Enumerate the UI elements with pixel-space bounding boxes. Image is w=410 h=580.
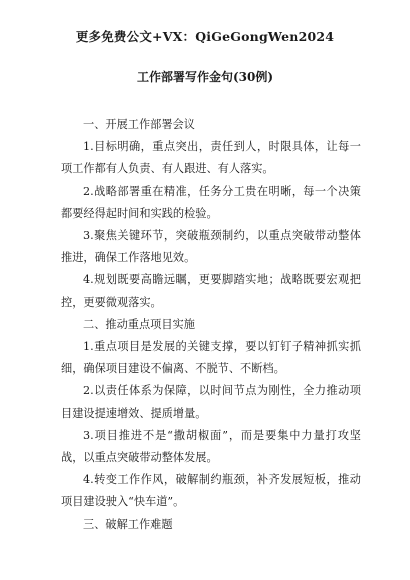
paragraph: 2.战略部署重在精准，任务分工贵在明晰，每一个决策都要经得起时间和实践的检验。 (61, 184, 361, 220)
paragraph: 3.聚焦关键环节，突破瓶颈制约，以重点突破带动整体推进，确保工作落地见效。 (61, 229, 361, 265)
paragraph: 2.以责任体系为保障，以时间节点为刚性，全力推动项目建设提速增效、提质增量。 (61, 384, 361, 420)
section-heading: 三、破解工作难题 (83, 517, 173, 531)
paragraph: 3.项目推进不是“撒胡椒面”，而是要集中力量打攻坚战，以重点突破带动整体发展。 (61, 428, 361, 465)
paragraph: 1.重点项目是发展的关键支撑，要以钉钉子精神抓实抓细，确保项目建设不偏离、不脱节、不断档。 (61, 340, 361, 376)
paragraph: 4.规划既要高瞻远瞩，更要脚踏实地；战略既要宏观把控，更要微观落实。 (61, 273, 361, 309)
document-title: 工作部署写作金句(30例) (136, 70, 274, 84)
paragraph: 1.目标明确，重点突出，责任到人，时限具体，让每一项工作都有人负责、有人跟进、有人落实。 (61, 140, 361, 176)
section-heading: 二、推动重点项目实施 (83, 317, 195, 331)
paragraph: 4.转变工作作风，破解制约瓶颈，补齐发展短板，推动项目建设驶入“快车道”。 (61, 473, 361, 509)
watermark-header: 更多免费公文+VX：QiGeGongWen2024 (75, 29, 335, 44)
section-heading: 一、开展工作部署会议 (83, 118, 195, 131)
document-body (61, 114, 361, 536)
